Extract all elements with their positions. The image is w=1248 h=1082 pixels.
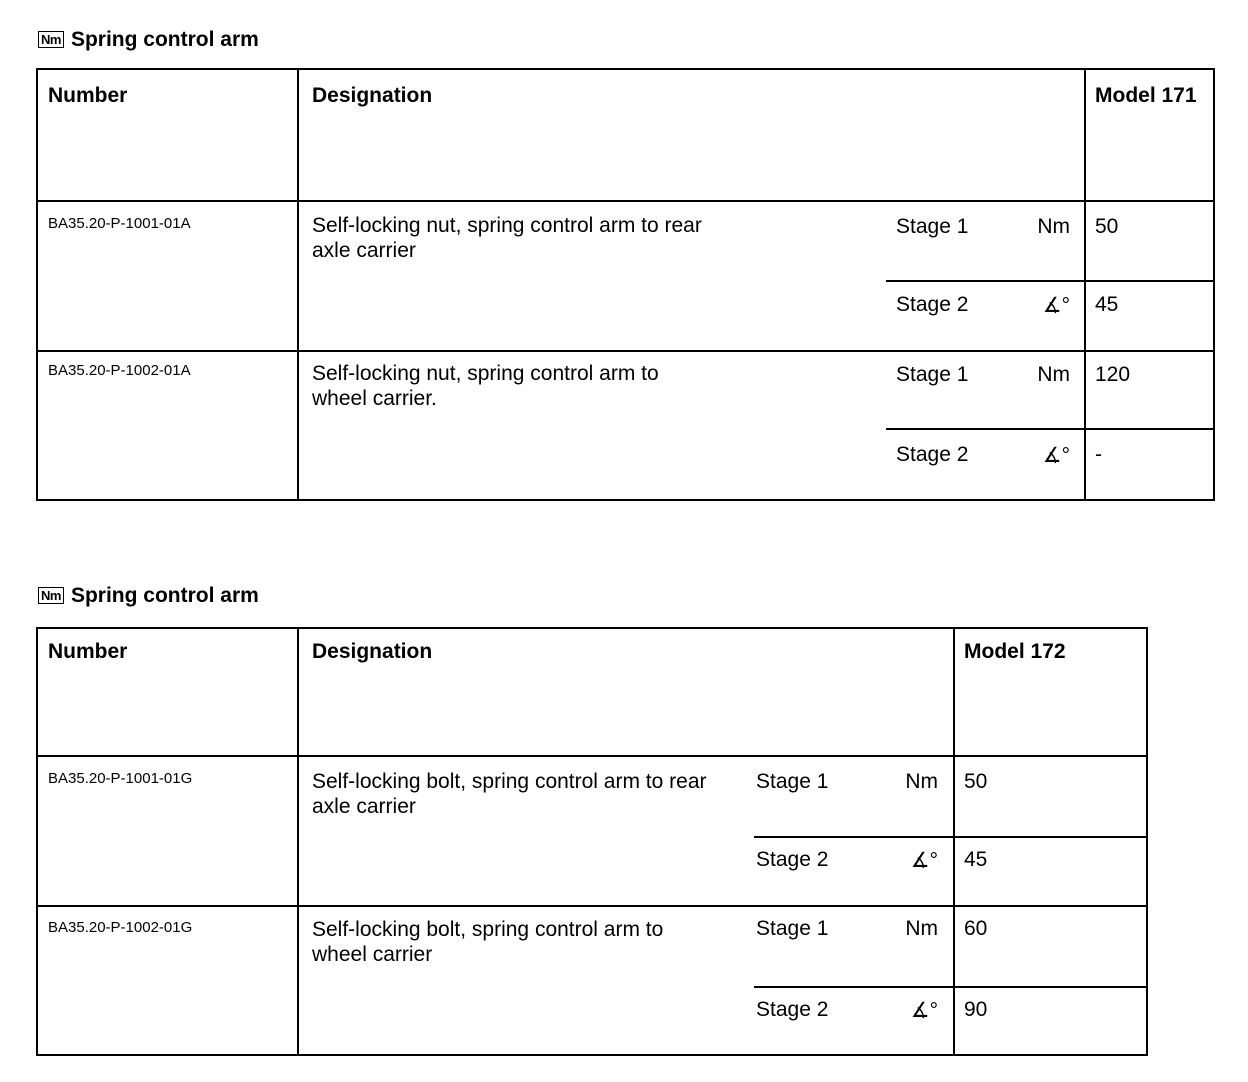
header-number: Number	[48, 640, 128, 663]
angle-icon: ∡°	[1042, 294, 1070, 317]
row-divider	[38, 350, 1213, 352]
angle-icon: ∡°	[910, 849, 938, 872]
angle-value: 90	[964, 998, 988, 1021]
row-divider	[38, 905, 1146, 907]
stage-label: Stage 2	[896, 443, 969, 466]
header-designation: Designation	[312, 640, 433, 663]
stage-label: Stage 1	[896, 363, 969, 386]
stage-label: Stage 2	[756, 848, 829, 871]
column-divider	[297, 70, 299, 499]
stage-label: Stage 2	[896, 293, 969, 316]
stage-label: Stage 2	[756, 998, 829, 1021]
header-number: Number	[48, 84, 128, 107]
stage-divider	[754, 836, 1146, 838]
angle-value: -	[1095, 443, 1102, 466]
section-title: Spring control arm	[70, 28, 259, 51]
torque-nm-icon: Nm	[38, 31, 64, 48]
torque-table	[36, 68, 1215, 501]
part-number: BA35.20-P-1002-01G	[48, 919, 193, 936]
designation-text: Self-locking bolt, spring control arm to wheel carrier	[312, 918, 664, 966]
part-number: BA35.20-P-1001-01A	[48, 215, 191, 232]
row-divider	[38, 200, 1213, 202]
torque-value: 120	[1095, 363, 1131, 386]
unit-nm: Nm	[1037, 363, 1070, 386]
designation-text: Self-locking bolt, spring control arm to rear axle carrier	[312, 770, 707, 818]
angle-value: 45	[1095, 293, 1119, 316]
stage-label: Stage 1	[756, 917, 829, 940]
column-divider	[297, 629, 299, 1054]
designation-text: Self-locking nut, spring control arm to rear axle carrier	[312, 214, 702, 262]
torque-value: 60	[964, 917, 988, 940]
section-heading	[38, 580, 259, 608]
section-heading	[38, 24, 259, 52]
stage-divider	[886, 280, 1213, 282]
angle-icon: ∡°	[1042, 444, 1070, 467]
column-divider	[1084, 70, 1086, 499]
stage-label: Stage 1	[756, 770, 829, 793]
torque-value: 50	[1095, 215, 1119, 238]
unit-nm: Nm	[1037, 215, 1070, 238]
part-number: BA35.20-P-1002-01A	[48, 362, 191, 379]
angle-icon: ∡°	[910, 999, 938, 1022]
column-divider	[953, 629, 955, 1054]
section-title: Spring control arm	[70, 584, 259, 607]
unit-nm: Nm	[905, 770, 938, 793]
stage-divider	[886, 428, 1213, 430]
unit-nm: Nm	[905, 917, 938, 940]
header-model: Model 172	[964, 640, 1066, 663]
torque-table	[36, 627, 1148, 1056]
stage-label: Stage 1	[896, 215, 969, 238]
header-model: Model 171	[1095, 84, 1197, 107]
part-number: BA35.20-P-1001-01G	[48, 770, 193, 787]
torque-nm-icon: Nm	[38, 587, 64, 604]
angle-value: 45	[964, 848, 988, 871]
header-designation: Designation	[312, 84, 433, 107]
row-divider	[38, 755, 1146, 757]
torque-value: 50	[964, 770, 988, 793]
stage-divider	[754, 986, 1146, 988]
designation-text: Self-locking nut, spring control arm to wheel carrier.	[312, 362, 659, 410]
